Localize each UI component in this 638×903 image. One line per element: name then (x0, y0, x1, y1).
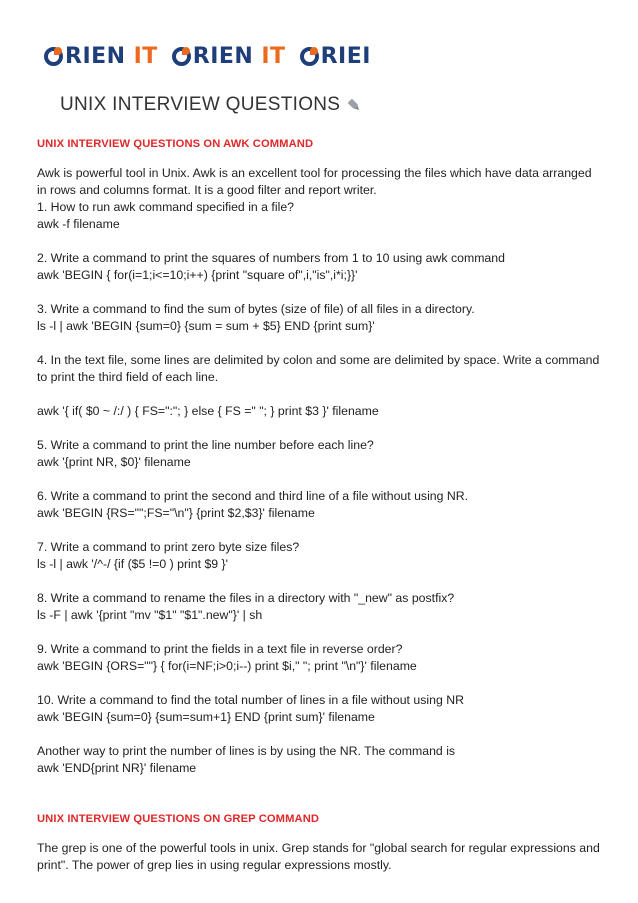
logo-text: RIEN (192, 44, 254, 69)
answer: ls -F | awk '{print "mv "$1" "$1".new"}' | sh (37, 608, 263, 622)
answer: awk -f filename (37, 217, 120, 231)
logo-text-accent: IT (133, 44, 158, 69)
answer: awk 'BEGIN {sum=0} {sum=sum+1} END {print sum}' filename (37, 710, 375, 724)
qa-item (37, 352, 603, 420)
answer: awk 'END{print NR}' filename (37, 761, 197, 775)
brand-logo (44, 44, 385, 69)
question: 2. Write a command to print the squares of numbers from 1 to 10 using awk command (37, 251, 505, 265)
awk-intro-block (37, 165, 603, 233)
logo-text: RIEN (65, 44, 126, 69)
logo-segment (44, 44, 158, 69)
qa-item (37, 641, 603, 675)
article-content (37, 136, 603, 891)
grep-intro: The grep is one of the powerful tools in unix. Grep stands for "global search for regular expressions and print". The power of grep lies in using regular expressions mostly. (37, 841, 600, 872)
answer: awk '{ if( $0 ~ /:/ ) { FS=":"; } else { FS =" "; } print $3 }' filename (37, 404, 379, 418)
qa-item (37, 692, 603, 726)
answer: awk '{print NR, $0}' filename (37, 455, 191, 469)
answer: awk 'BEGIN {RS="";FS="\n"} {print $2,$3}' filename (37, 506, 315, 520)
answer: awk 'BEGIN { for(i=1;i<=10;i++) {print "square of",i,"is",i*i;}}' (37, 268, 358, 282)
page-title-text: UNIX INTERVIEW QUESTIONS (60, 94, 341, 115)
note: Another way to print the number of lines is by using the NR. The command is (37, 744, 456, 758)
question: 1. How to run awk command specified in a file? (37, 200, 294, 214)
question: 5. Write a command to print the line number before each line? (37, 438, 374, 452)
logo-o-icon (172, 47, 191, 66)
section-heading-grep: UNIX INTERVIEW QUESTIONS ON GREP COMMAND (37, 813, 320, 825)
section-heading-awk: UNIX INTERVIEW QUESTIONS ON AWK COMMAND (37, 138, 314, 150)
logo-text: RIEI (320, 44, 371, 69)
qa-item (37, 250, 603, 284)
qa-item (37, 488, 603, 522)
answer: awk 'BEGIN {ORS=""} { for(i=NF;i>0;i--) print $i," "; print "\n"}' filename (37, 659, 417, 673)
logo-segment (172, 44, 286, 69)
logo-o-icon (300, 47, 319, 66)
answer: ls -l | awk '/^-/ {if ($5 !=0 ) print $9 }' (37, 557, 229, 571)
logo-segment (300, 44, 371, 69)
qa-item (37, 539, 603, 573)
spacer (37, 386, 603, 403)
question: 7. Write a command to print zero byte size files? (37, 540, 300, 554)
question: 6. Write a command to print the second and third line of a file without using NR. (37, 489, 469, 503)
spacer (37, 794, 603, 811)
logo-text-accent: IT (261, 44, 286, 69)
qa-item (37, 437, 603, 471)
question: 3. Write a command to find the sum of bytes (size of file) of all files in a directory. (37, 302, 475, 316)
qa-item (37, 301, 603, 335)
awk-intro: Awk is powerful tool in Unix. Awk is an excellent tool for processing the files which have data arranged in rows and columns format. It is a good filter and report writer. (37, 166, 592, 197)
question: 9. Write a command to print the fields in a text file in reverse order? (37, 642, 403, 656)
page-title (60, 94, 362, 116)
grep-intro-block (37, 840, 603, 874)
qa-item (37, 743, 603, 777)
question: 8. Write a command to rename the files in a directory with "_new" as postfix? (37, 591, 455, 605)
pin-icon (346, 97, 362, 113)
question: 10. Write a command to find the total number of lines in a file without using NR (37, 693, 464, 707)
qa-item (37, 590, 603, 624)
logo-o-icon (44, 47, 63, 66)
question: 4. In the text file, some lines are delimited by colon and some are delimited by space. Write a command to print the third field of each line. (37, 353, 600, 384)
answer: ls -l | awk 'BEGIN {sum=0} {sum = sum + $5} END {print sum}' (37, 319, 375, 333)
